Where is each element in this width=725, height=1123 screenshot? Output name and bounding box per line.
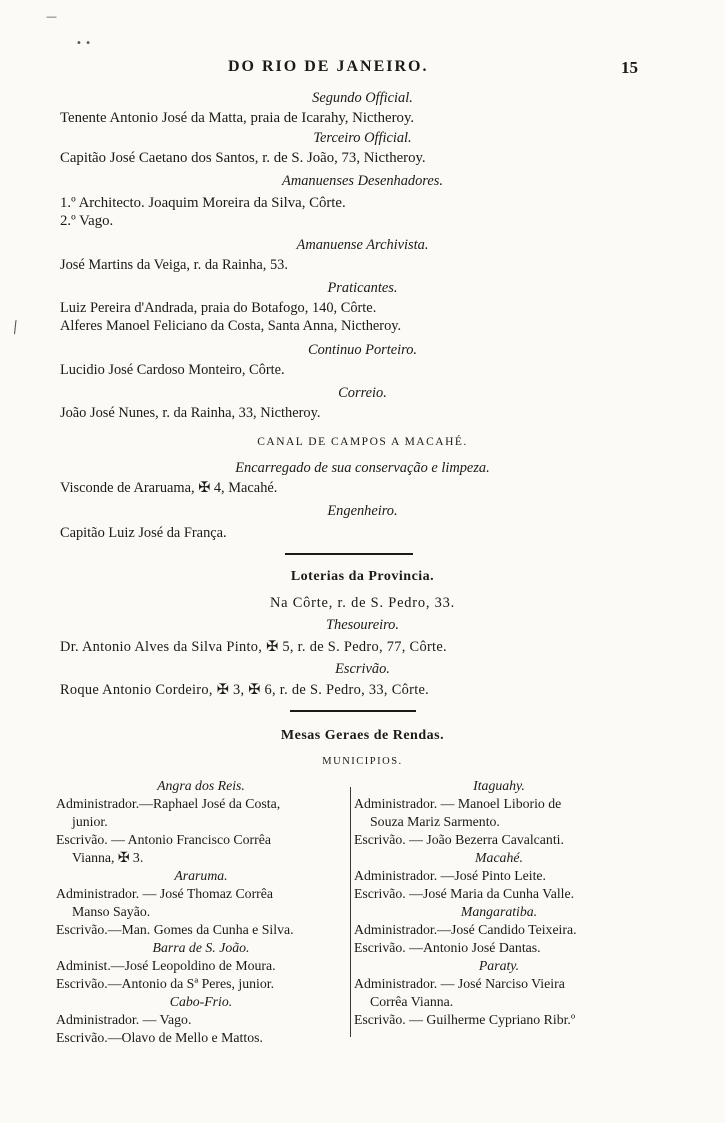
role-heading: Encarregado de sua conservação e limpeza. [235, 460, 490, 476]
role-heading: Engenheiro. [327, 503, 398, 519]
entry-line: 1.º Architecto. Joaquim Moreira da Silva, Côrte. [60, 195, 346, 211]
entry-line: Lucidio José Cardoso Monteiro, Côrte. [60, 362, 285, 378]
official-entry: Escrivão.—Olavo de Mello e Mattos. [56, 1030, 263, 1045]
entry-line: Luiz Pereira d'Andrada, praia do Botafogo, 140, Côrte. [60, 300, 377, 316]
page-number: 15 [621, 58, 638, 77]
margin-mark-dots: • • [76, 38, 91, 49]
official-entry: Escrivão. — João Bezerra Cavalcanti. [354, 832, 564, 847]
entry-line: 2.º Vago. [60, 213, 114, 229]
official-entry: Corrêa Vianna. [370, 994, 454, 1009]
official-entry: Escrivão. —José Maria da Cunha Valle. [354, 886, 575, 901]
official-entry: Escrivão. —Antonio José Dantas. [354, 940, 541, 955]
official-entry: Administrador.—José Candido Teixeira. [354, 922, 577, 937]
margin-stroke: ⁄ [10, 318, 21, 337]
official-entry: Administrador.—Raphael José da Costa, [56, 796, 281, 811]
municipio-name: Paraty. [478, 958, 520, 973]
subsection-heading: MUNICIPIOS. [322, 756, 403, 767]
margin-mark-top: — [46, 10, 57, 23]
official-entry: Manso Sayão. [72, 904, 151, 919]
official-entry: Administrador. — Manoel Liborio de [354, 796, 562, 811]
role-heading: Escrivão. [335, 661, 390, 677]
entry-line: Alferes Manoel Feliciano da Costa, Santa Anna, Nictheroy. [60, 318, 402, 334]
municipio-name: Araruma. [174, 868, 228, 883]
official-entry: Administrador. — José Thomaz Corrêa [56, 886, 274, 901]
municipio-name: Itaguahy. [473, 778, 525, 793]
role-heading: Praticantes. [327, 280, 398, 296]
entry-line: José Martins da Veiga, r. da Rainha, 53. [60, 257, 288, 273]
role-heading: Amanuenses Desenhadores. [282, 173, 443, 189]
section-divider [285, 553, 413, 555]
entry-line: Capitão José Caetano dos Santos, r. de S. João, 73, Nictheroy. [60, 150, 426, 166]
municipio-name: Cabo-Frio. [169, 994, 233, 1009]
official-entry: Administrador. — José Narciso Vieira [354, 976, 565, 991]
column-divider [350, 787, 351, 1037]
entry-line: Dr. Antonio Alves da Silva Pinto, ✠ 5, r. de S. Pedro, 77, Côrte. [60, 639, 447, 655]
role-heading: Terceiro Official. [313, 130, 412, 146]
official-entry: Administ.—José Leopoldino de Moura. [56, 958, 276, 973]
entry-line: João José Nunes, r. da Rainha, 33, Nictheroy. [60, 405, 321, 421]
role-heading: Segundo Official. [312, 90, 413, 106]
official-entry: Escrivão. — Guilherme Cypriano Ribr.º [354, 1012, 576, 1027]
role-heading: Amanuense Archivista. [296, 237, 429, 253]
official-entry: Administrador. — Vago. [56, 1012, 192, 1027]
official-entry: Escrivão.—Antonio da Sª Peres, junior. [56, 976, 275, 991]
section-divider [290, 710, 416, 712]
municipio-name: Macahé. [475, 850, 523, 865]
official-entry: Souza Mariz Sarmento. [370, 814, 500, 829]
address-line: Na Côrte, r. de S. Pedro, 33. [269, 595, 456, 611]
entry-line: Roque Antonio Cordeiro, ✠ 3, ✠ 6, r. de S. Pedro, 33, Côrte. [60, 682, 430, 698]
section-heading: CANAL DE CAMPOS A MACAHÉ. [257, 436, 468, 448]
entry-line: Visconde de Araruama, ✠ 4, Macahé. [60, 480, 278, 496]
running-header [0, 58, 725, 80]
official-entry: junior. [72, 814, 108, 829]
section-heading: Loterias da Provincia. [290, 569, 435, 584]
official-entry: Administrador. —José Pinto Leite. [354, 868, 546, 883]
municipio-name: Mangaratiba. [460, 904, 538, 919]
official-entry: Vianna, ✠ 3. [72, 850, 144, 865]
role-heading: Thesoureiro. [326, 617, 399, 633]
section-heading: Mesas Geraes de Rendas. [280, 728, 445, 743]
entry-line: Capitão Luiz José da França. [60, 525, 227, 541]
role-heading: Continuo Porteiro. [308, 342, 417, 358]
official-entry: Escrivão.—Man. Gomes da Cunha e Silva. [56, 922, 294, 937]
entry-line: Tenente Antonio José da Matta, praia de Icarahy, Nictheroy. [60, 110, 415, 126]
role-heading: Correio. [338, 385, 387, 401]
municipio-name: Angra dos Reis. [157, 778, 245, 793]
official-entry: Escrivão. — Antonio Francisco Corrêa [56, 832, 271, 847]
municipio-name: Barra de S. João. [152, 940, 250, 955]
running-title: DO RIO DE JANEIRO. [228, 58, 429, 75]
